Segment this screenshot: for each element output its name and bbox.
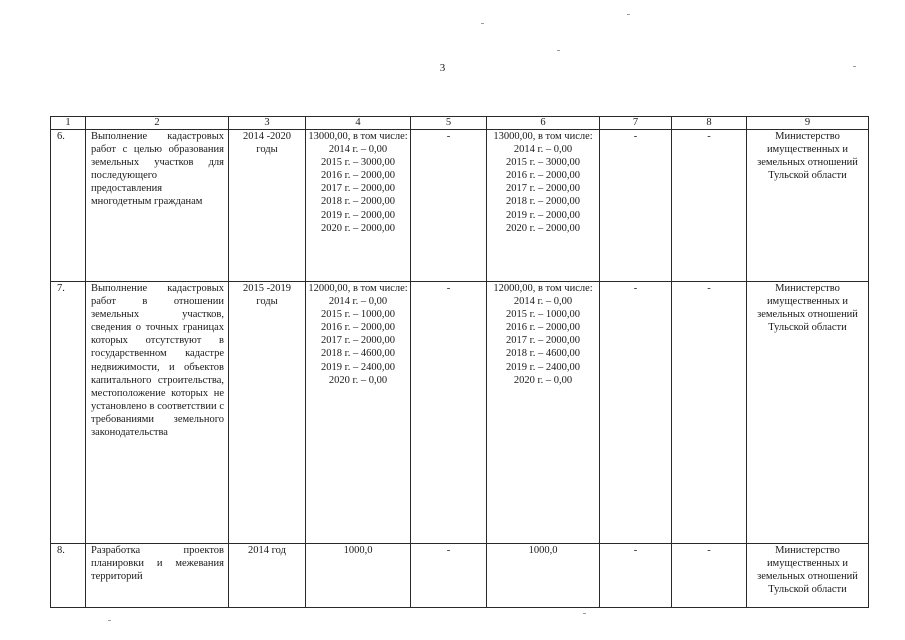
funding-line: 2018 г. – 2000,00: [506, 196, 580, 208]
responsible-executor: Министерство имущественных и земельных отношений Тульской области: [747, 282, 869, 544]
funding-line: 2014 г. – 0,00: [328, 144, 388, 156]
column-7-value: -: [600, 282, 672, 544]
scan-speck: [557, 50, 560, 51]
funding-line: 2015 г. – 1000,00: [506, 309, 580, 321]
column-header: 5: [411, 117, 487, 130]
column-6-funding: [487, 282, 600, 544]
column-5-value: -: [411, 544, 487, 608]
funding-line: 2015 г. – 3000,00: [321, 157, 395, 169]
funding-line: 2014 г. – 0,00: [328, 296, 388, 308]
funding-line: 2014 г. – 0,00: [513, 296, 573, 308]
funding-line: 2019 г. – 2400,00: [321, 361, 395, 373]
funding-line: 2017 г. – 2000,00: [506, 335, 580, 347]
funding-line: 2019 г. – 2000,00: [506, 209, 580, 221]
scan-speck: [853, 66, 856, 67]
total-funding: [306, 282, 411, 544]
responsible-executor: Министерство имущественных и земельных отношений Тульской области: [747, 544, 869, 608]
implementation-period: 2014 год: [229, 544, 306, 608]
program-measures-table: [50, 116, 869, 608]
table-row: [51, 130, 869, 282]
column-8-value: -: [672, 282, 747, 544]
measure-name: Разработка проектов планировки и межевания территорий: [86, 544, 229, 608]
implementation-period: 2014 -2020 годы: [229, 130, 306, 282]
column-number-row: [51, 117, 869, 130]
funding-line: 2018 г. – 4600,00: [506, 348, 580, 360]
funding-line: 2017 г. – 2000,00: [506, 183, 580, 195]
column-header: 7: [600, 117, 672, 130]
funding-line: 2018 г. – 2000,00: [321, 196, 395, 208]
funding-line: 2016 г. – 2000,00: [506, 170, 580, 182]
responsible-executor: Министерство имущественных и земельных отношений Тульской области: [747, 130, 869, 282]
column-header: 2: [86, 117, 229, 130]
row-number: 8.: [51, 544, 86, 608]
funding-line: 12000,00, в том числе:: [493, 283, 593, 294]
row-number: 6.: [51, 130, 86, 282]
page-number: 3: [439, 62, 446, 74]
funding-line: 2017 г. – 2000,00: [321, 335, 395, 347]
funding-line: 2015 г. – 3000,00: [506, 157, 580, 169]
scan-speck: [481, 23, 484, 24]
column-header: 8: [672, 117, 747, 130]
column-header: 4: [306, 117, 411, 130]
implementation-period: 2015 -2019 годы: [229, 282, 306, 544]
column-header: 3: [229, 117, 306, 130]
funding-line: 2017 г. – 2000,00: [321, 183, 395, 195]
measure-name: Выполнение кадастровых работ с целью образования земельных участков для последующего предоставления многодетным гражданам: [86, 130, 229, 282]
funding-line: 2015 г. – 1000,00: [321, 309, 395, 321]
funding-line: 2016 г. – 2000,00: [506, 322, 580, 334]
funding-line: 2016 г. – 2000,00: [321, 322, 395, 334]
funding-line: 2020 г. – 2000,00: [321, 222, 395, 234]
funding-line: 2020 г. – 2000,00: [506, 222, 580, 234]
funding-line: 2019 г. – 2000,00: [321, 209, 395, 221]
column-5-value: -: [411, 282, 487, 544]
funding-line: 13000,00, в том числе:: [308, 131, 408, 142]
funding-line: 12000,00, в том числе:: [308, 283, 408, 294]
table-row: [51, 544, 869, 608]
column-8-value: -: [672, 544, 747, 608]
funding-line: 1000,0: [528, 545, 558, 556]
column-header: 9: [747, 117, 869, 130]
funding-line: 1000,0: [343, 545, 373, 556]
funding-line: 2020 г. – 0,00: [328, 374, 388, 386]
column-header: 1: [51, 117, 86, 130]
scan-speck: [583, 613, 586, 614]
column-7-value: -: [600, 544, 672, 608]
table-row: [51, 282, 869, 544]
row-number: 7.: [51, 282, 86, 544]
scan-speck: [627, 14, 630, 15]
column-5-value: -: [411, 130, 487, 282]
total-funding: [306, 544, 411, 608]
funding-line: 2020 г. – 0,00: [513, 374, 573, 386]
total-funding: [306, 130, 411, 282]
column-6-funding: [487, 544, 600, 608]
funding-line: 2019 г. – 2400,00: [506, 361, 580, 373]
measure-name: Выполнение кадастровых работ в отношении земельных участков, сведения о точных границах которых отсутствуют в государственном кадастре недвижимости, и объектов капитального строительства, местоположение которых не установлено в соответствии с требованиями земельного законодательства: [86, 282, 229, 544]
column-6-funding: [487, 130, 600, 282]
column-header: 6: [487, 117, 600, 130]
column-7-value: -: [600, 130, 672, 282]
scan-speck: [108, 620, 111, 621]
funding-line: 2016 г. – 2000,00: [321, 170, 395, 182]
column-8-value: -: [672, 130, 747, 282]
funding-line: 2014 г. – 0,00: [513, 144, 573, 156]
funding-line: 2018 г. – 4600,00: [321, 348, 395, 360]
funding-line: 13000,00, в том числе:: [493, 131, 593, 142]
